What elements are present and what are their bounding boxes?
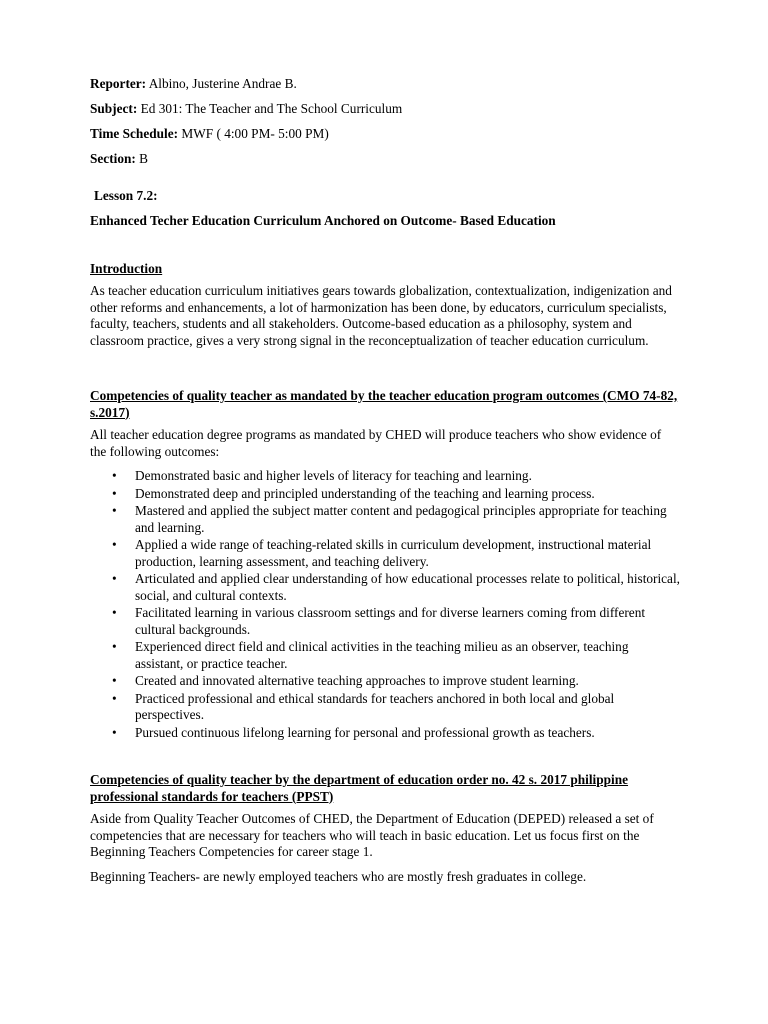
list-item-text: Pursued continuous lifelong learning for personal and professional growth as teachers. [135,724,595,740]
bullet-icon: • [112,639,117,654]
beginning-teachers-paragraph: Beginning Teachers- are newly employed teachers who are mostly fresh graduates in college. [90,868,587,884]
bullet-icon: • [112,485,117,501]
list-item [90,639,680,672]
introduction-heading: Introduction [90,260,163,276]
list-item [90,691,680,724]
list-item [90,503,680,536]
deped-paragraph: Aside from Quality Teacher Outcomes of CHED, the Department of Education (DEPED) released a set of competencies that are necessary for teachers who will teach in basic education. Let us focus first on the Beginning Teachers Competencies for career stage 1. [90,811,654,859]
section-line [90,151,680,168]
ched-outcomes-list [90,468,680,741]
reporter-label: Reporter: [90,76,147,91]
section-value: B [135,151,148,166]
bullet-icon: • [112,571,117,586]
document-page [90,76,680,893]
list-item [90,486,680,503]
lesson-title: Enhanced Techer Education Curriculum Anchored on Outcome- Based Education [90,213,556,228]
subject-label: Subject: [90,101,138,116]
list-item [90,571,680,604]
ched-intro-paragraph: All teacher education degree programs as mandated by CHED will produce teachers who show evidence of the following outcomes: [90,427,662,459]
schedule-value: MWF ( 4:00 PM- 5:00 PM) [178,126,329,141]
list-item-text: Experienced direct field and clinical activities in the teaching milieu as an observer, teaching assistant, or practice teacher. [135,639,629,671]
bullet-icon: • [112,605,117,620]
list-item [90,468,680,485]
list-item [90,537,680,570]
subject-line [90,101,680,118]
reporter-line [90,76,680,93]
list-item-text: Articulated and applied clear understanding of how educational processes relate to political, historical, social, and cultural contexts. [135,571,680,603]
list-item-text: Created and innovated alternative teaching approaches to improve student learning. [135,673,579,688]
bullet-icon: • [112,724,117,740]
list-item [90,605,680,638]
bullet-icon: • [112,503,117,518]
list-item-text: Mastered and applied the subject matter content and pedagogical principles appropriate for teaching and learning. [135,503,667,535]
section-label: Section: [90,151,136,166]
subject-value: Ed 301: The Teacher and The School Curriculum [137,101,403,116]
list-item-text: Demonstrated deep and principled understanding of the teaching and learning process. [135,485,595,501]
list-item [90,673,680,690]
lesson-number: Lesson 7.2: [94,187,158,203]
list-item-text: Facilitated learning in various classroom settings and for diverse learners coming from different cultural backgrounds. [135,605,646,637]
schedule-line [90,126,680,143]
ched-competencies-heading: Competencies of quality teacher as mandated by the teacher education program outcomes (CMO 74-82, s.2017) [90,388,678,420]
deped-competencies-heading: Competencies of quality teacher by the department of education order no. 42 s. 2017 philippine professional standards for teachers (PPST) [90,772,629,804]
list-item-text: Practiced professional and ethical standards for teachers anchored in both local and global perspectives. [135,690,615,722]
bullet-icon: • [112,468,117,483]
reporter-value: Albino, Justerine Andrae B. [146,76,297,91]
list-item-text: Applied a wide range of teaching-related skills in curriculum development, instructional material production, learning assessment, and teaching delivery. [135,537,652,569]
bullet-icon: • [112,537,117,552]
bullet-icon: • [112,673,117,688]
list-item [90,725,680,742]
introduction-paragraph: As teacher education curriculum initiatives gears towards globalization, contextualization, indigenization and other reforms and enhancements, a lot of harmonization has been done, by educators, curriculum specialists, faculty, teachers, students and all stakeholders. Outcome-based education as a philosophy, system and classroom practice, gives a very strong signal in the reconceptualization of teacher education curriculum. [90,283,672,348]
schedule-label: Time Schedule: [90,126,179,141]
list-item-text: Demonstrated basic and higher levels of literacy for teaching and learning. [135,468,532,483]
bullet-icon: • [112,690,117,706]
